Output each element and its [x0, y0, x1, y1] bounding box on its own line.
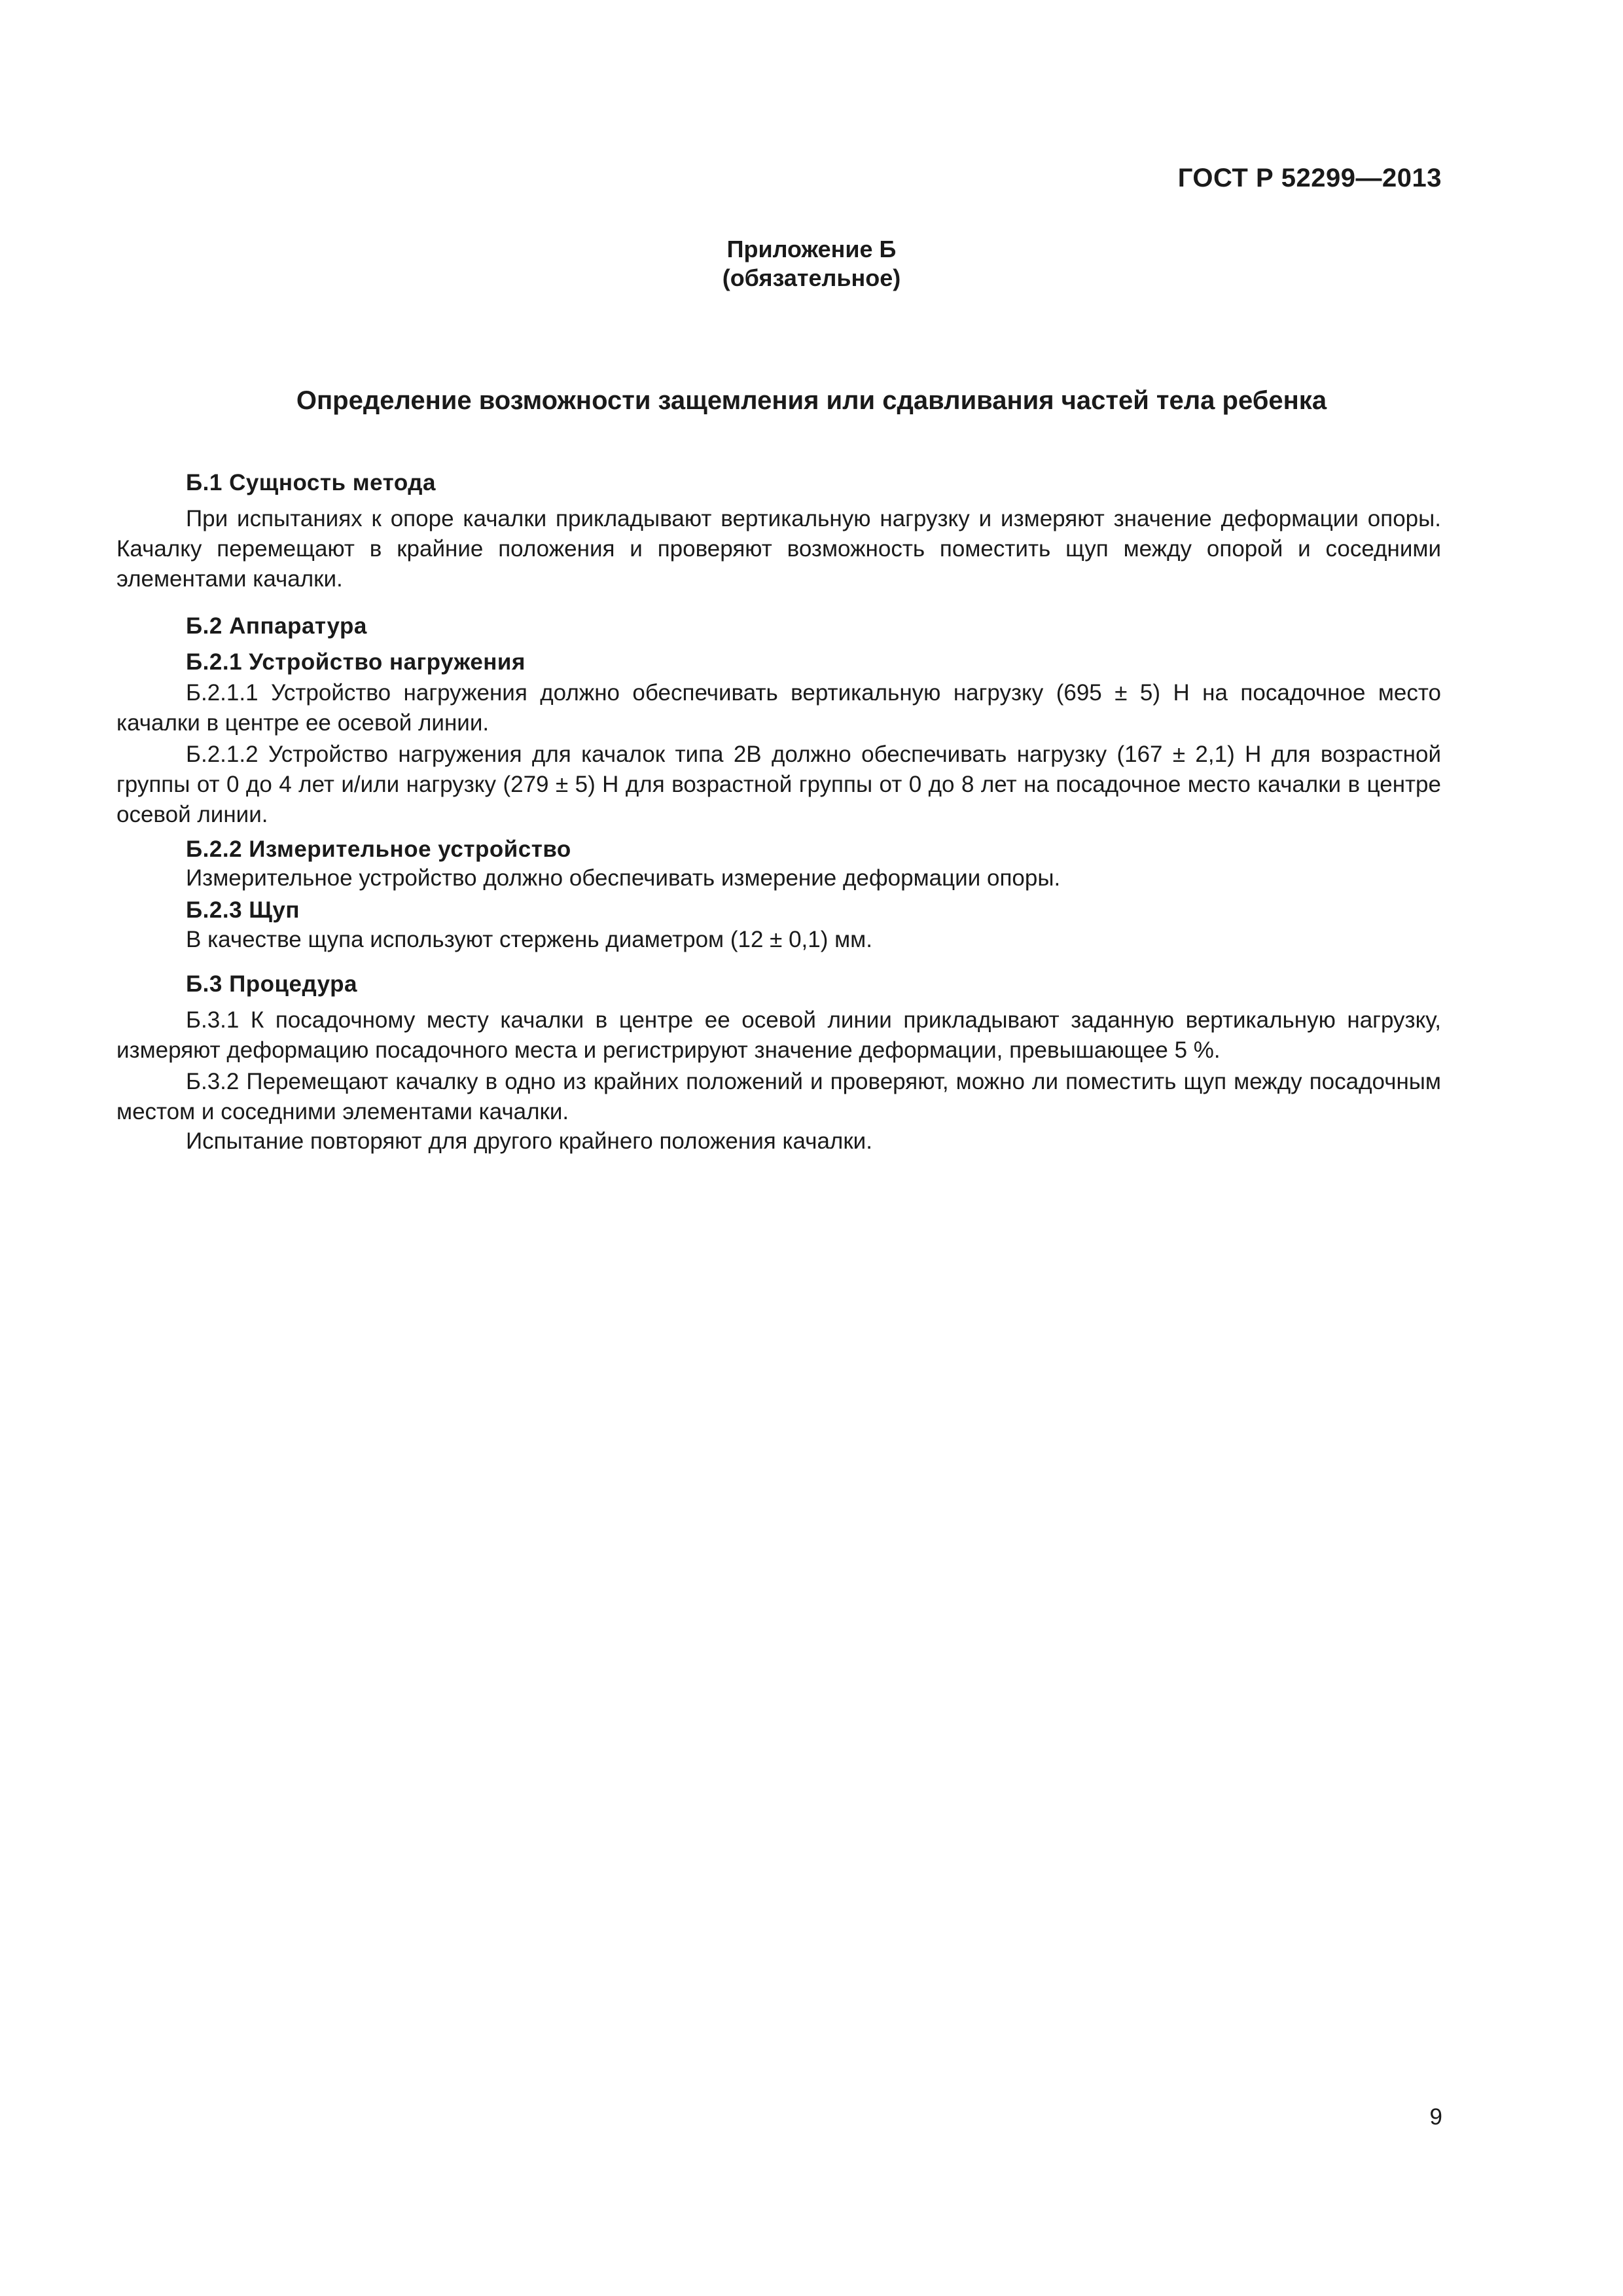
section-text-b212: Б.2.1.2 Устройство нагружения для качалок типа 2В должно обеспечивать нагрузку (167 ± 2,1) Н для возрастной группы от 0 до 4 лет и/или нагрузку (279 ± 5) Н для возрастной группы от 0 до 8 лет на посадочное место качалки в центре осевой линии. — [116, 742, 1441, 827]
appendix-status: (обязательное) — [722, 264, 901, 291]
section-heading-b2: Б.2 Аппаратура — [186, 613, 367, 639]
section-heading-b21: Б.2.1 Устройство нагружения — [186, 649, 526, 675]
section-text-b32: Б.3.2 Перемещают качалку в одно из крайних положений и проверяют, можно ли поместить щуп между посадочным местом и соседними элементами качалки. — [116, 1069, 1441, 1124]
document-title: Определение возможности защемления или сдавливания частей тела ребенка — [296, 386, 1327, 415]
appendix-title: Приложение Б — [726, 236, 897, 262]
section-text-b32-repeat: Испытание повторяют для другого крайнего положения качалки. — [186, 1128, 872, 1154]
section-heading-b1: Б.1 Сущность метода — [186, 470, 436, 495]
section-text-b23: В качестве щупа используют стержень диаметром (12 ± 0,1) мм. — [186, 927, 872, 952]
section-text-b211: Б.2.1.1 Устройство нагружения должно обеспечивать вертикальную нагрузку (695 ± 5) Н на посадочное место качалки в центре ее осевой линии. — [116, 680, 1441, 736]
section-text-b22: Измерительное устройство должно обеспечивать измерение деформации опоры. — [186, 865, 1061, 891]
standard-code: ГОСТ Р 52299—2013 — [1177, 164, 1442, 192]
section-heading-b22: Б.2.2 Измерительное устройство — [186, 836, 571, 862]
section-heading-b3: Б.3 Процедура — [186, 971, 357, 997]
page-number: 9 — [1429, 2104, 1442, 2130]
section-text-b31: Б.3.1 К посадочному месту качалки в центре ее осевой линии прикладывают заданную вертикальную нагрузку, измеряют деформацию посадочного места и регистрируют значение деформации, превышающее 5 %. — [116, 1007, 1441, 1063]
section-heading-b23: Б.2.3 Щуп — [186, 897, 300, 923]
section-text-b1: При испытаниях к опоре качалки прикладывают вертикальную нагрузку и измеряют значение деформации опоры. Качалку перемещают в крайние положения и проверяют возможность поместить щуп между опорой и соседними элементами качалки. — [116, 506, 1441, 592]
